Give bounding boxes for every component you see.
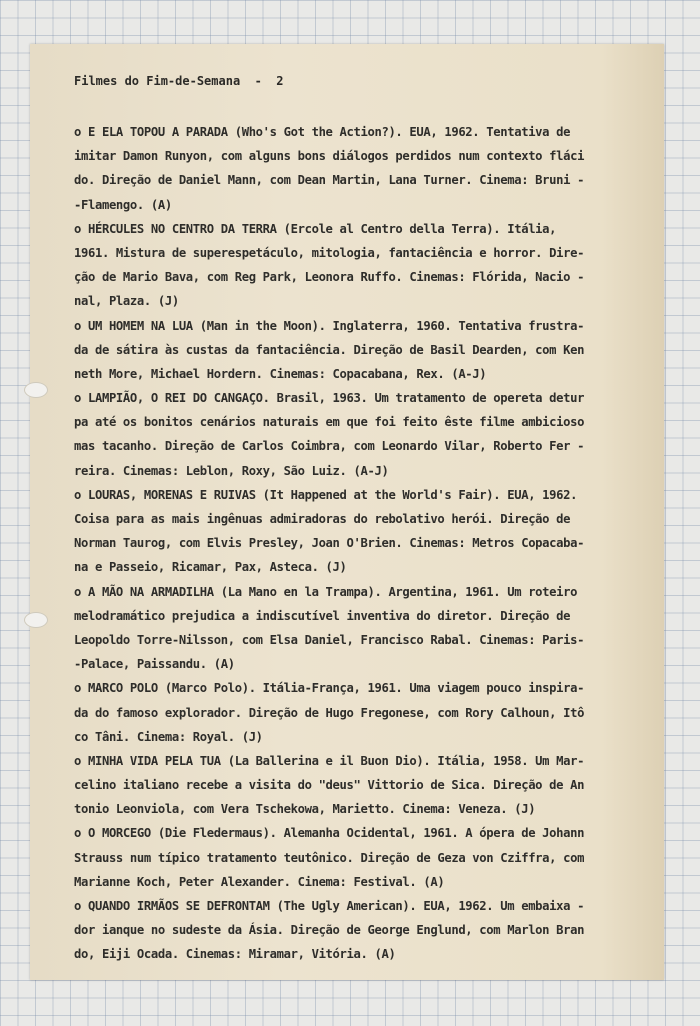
text-line: da do famoso explorador. Direção de Hugo Fregonese, com Rory Calhoun, Itô	[74, 705, 585, 720]
text-line: o UM HOMEM NA LUA (Man in the Moon). Inglaterra, 1960. Tentativa frustra-	[74, 318, 585, 333]
text-line: o HÉRCULES NO CENTRO DA TERRA (Ercole al Centro della Terra). Itália,	[74, 221, 557, 236]
text-line: o QUANDO IRMÃOS SE DEFRONTAM (The Ugly American). EUA, 1962. Um embaixa -	[74, 899, 585, 913]
document-body	[74, 120, 634, 967]
page-title: Filmes do Fim-de-Semana - 2	[74, 74, 284, 88]
text-line: Strauss num típico tratamento teutônico. Direção de Geza von Cziffra, com	[74, 850, 585, 865]
text-line: Marianne Koch, Peter Alexander. Cinema: Festival. (A)	[74, 874, 445, 889]
text-line: ção de Mario Bava, com Reg Park, Leonora Ruffo. Cinemas: Flórida, Nacio -	[74, 270, 585, 285]
text-line: melodramático prejudica a indiscutível inventiva do diretor. Direção de	[74, 608, 571, 623]
text-line: o MINHA VIDA PELA TUA (La Ballerina e il Buon Dio). Itália, 1958. Um Mar-	[74, 753, 585, 768]
text-line: -Flamengo. (A)	[74, 197, 172, 212]
typewritten-page	[30, 44, 664, 980]
text-line: o LAMPIÃO, O REI DO CANGAÇO. Brasil, 1963. Um tratamento de opereta detur	[74, 391, 585, 406]
text-line: na e Passeio, Ricamar, Pax, Asteca. (J)	[74, 560, 347, 575]
text-line: o MARCO POLO (Marco Polo). Itália-França, 1961. Uma viagem pouco inspira-	[74, 681, 585, 696]
text-line: reira. Cinemas: Leblon, Roxy, São Luiz. (A-J)	[74, 463, 389, 478]
text-line: o O MORCEGO (Die Fledermaus). Alemanha Ocidental, 1961. A ópera de Johann	[74, 826, 585, 841]
text-line: celino italiano recebe a visita do "deus" Vittorio de Sica. Direção de An	[74, 778, 585, 793]
text-line: Leopoldo Torre-Nilsson, com Elsa Daniel, Francisco Rabal. Cinemas: Paris-	[74, 632, 585, 647]
text-line: dor ianque no sudeste da Ásia. Direção de George Englund, com Marlon Bran	[74, 923, 585, 938]
text-line: Norman Taurog, com Elvis Presley, Joan O'Brien. Cinemas: Metros Copacaba-	[74, 536, 585, 551]
text-line: neth More, Michael Hordern. Cinemas: Copacabana, Rex. (A-J)	[74, 366, 487, 381]
punch-hole	[24, 612, 48, 628]
text-line: -Palace, Paissandu. (A)	[74, 657, 235, 672]
text-line: tonio Leonviola, com Vera Tschekowa, Marietto. Cinema: Veneza. (J)	[74, 802, 536, 817]
text-line: imitar Damon Runyon, com alguns bons diálogos perdidos num contexto fláci	[74, 149, 585, 164]
text-line: nal, Plaza. (J)	[74, 294, 179, 309]
text-line: do. Direção de Daniel Mann, com Dean Martin, Lana Turner. Cinema: Bruni -	[74, 173, 585, 188]
punch-hole	[24, 382, 48, 398]
text-line: da de sátira às custas da fantaciência. Direção de Basil Dearden, com Ken	[74, 342, 585, 357]
text-line: do, Eiji Ocada. Cinemas: Miramar, Vitória. (A)	[74, 947, 396, 962]
text-line: 1961. Mistura de superespetáculo, mitologia, fantaciência e horror. Dire-	[74, 245, 585, 260]
text-line: o A MÃO NA ARMADILHA (La Mano en la Trampa). Argentina, 1961. Um roteiro	[74, 584, 578, 599]
text-line: Coisa para as mais ingênuas admiradoras do rebolativo herói. Direção de	[74, 512, 571, 526]
text-line: mas tacanho. Direção de Carlos Coimbra, com Leonardo Vilar, Roberto Fer -	[74, 439, 585, 454]
text-line: pa até os bonitos cenários naturais em que foi feito êste filme ambicioso	[74, 415, 585, 430]
text-line: o LOURAS, MORENAS E RUIVAS (It Happened at the World's Fair). EUA, 1962.	[74, 487, 578, 502]
text-line: co Tâni. Cinema: Royal. (J)	[74, 729, 263, 744]
text-line: o E ELA TOPOU A PARADA (Who's Got the Action?). EUA, 1962. Tentativa de	[74, 125, 571, 139]
